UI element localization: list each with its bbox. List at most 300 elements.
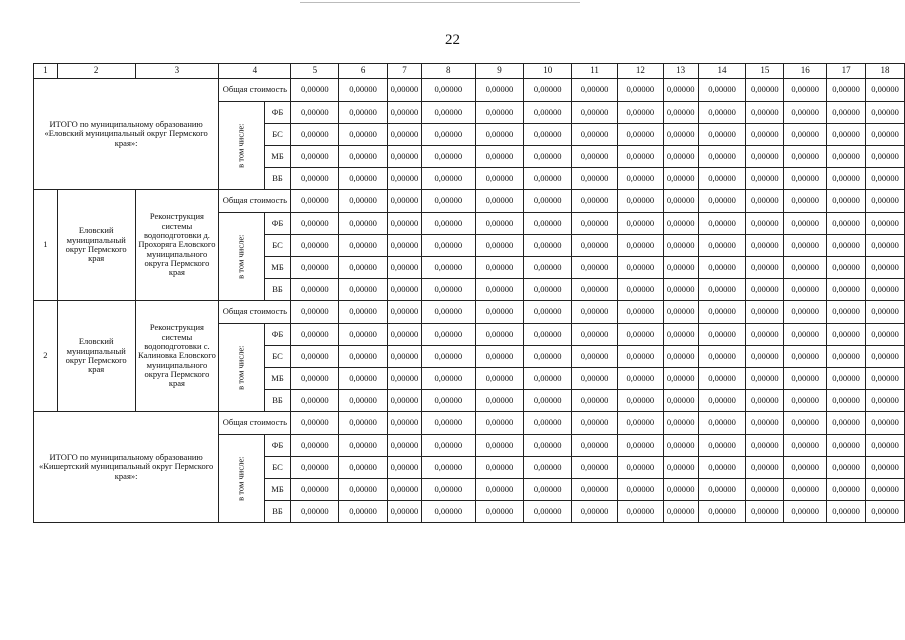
value-cell: 0,00000 xyxy=(524,213,572,235)
value-cell: 0,00000 xyxy=(475,435,524,457)
value-cell: 0,00000 xyxy=(663,457,698,479)
value-cell: 0,00000 xyxy=(291,190,339,213)
value-cell: 0,00000 xyxy=(663,102,698,124)
value-cell: 0,00000 xyxy=(339,235,388,257)
value-cell: 0,00000 xyxy=(698,213,746,235)
value-cell: 0,00000 xyxy=(421,435,475,457)
including-cell xyxy=(219,102,264,190)
value-cell: 0,00000 xyxy=(421,412,475,435)
value-cell: 0,00000 xyxy=(827,435,866,457)
value-cell: 0,00000 xyxy=(291,213,339,235)
total-cost-label: Общая стоимость xyxy=(219,412,291,435)
value-cell: 0,00000 xyxy=(339,279,388,301)
top-rule xyxy=(300,2,580,3)
value-cell: 0,00000 xyxy=(698,412,746,435)
value-cell: 0,00000 xyxy=(339,368,388,390)
value-cell: 0,00000 xyxy=(746,190,784,213)
value-cell: 0,00000 xyxy=(572,390,618,412)
value-cell: 0,00000 xyxy=(291,279,339,301)
value-cell: 0,00000 xyxy=(421,102,475,124)
value-cell: 0,00000 xyxy=(387,213,421,235)
value-cell: 0,00000 xyxy=(475,457,524,479)
funding-source: ВБ xyxy=(264,168,291,190)
value-cell: 0,00000 xyxy=(291,168,339,190)
value-cell: 0,00000 xyxy=(524,324,572,346)
value-cell: 0,00000 xyxy=(339,102,388,124)
value-cell: 0,00000 xyxy=(339,257,388,279)
value-cell: 0,00000 xyxy=(421,368,475,390)
value-cell: 0,00000 xyxy=(475,501,524,523)
value-cell: 0,00000 xyxy=(746,368,784,390)
value-cell: 0,00000 xyxy=(784,102,827,124)
value-cell: 0,00000 xyxy=(617,279,663,301)
value-cell: 0,00000 xyxy=(572,213,618,235)
value-cell: 0,00000 xyxy=(387,390,421,412)
value-cell: 0,00000 xyxy=(746,435,784,457)
value-cell: 0,00000 xyxy=(698,168,746,190)
value-cell: 0,00000 xyxy=(475,124,524,146)
value-cell: 0,00000 xyxy=(617,190,663,213)
value-cell: 0,00000 xyxy=(475,146,524,168)
value-cell: 0,00000 xyxy=(698,501,746,523)
value-cell: 0,00000 xyxy=(746,412,784,435)
value-cell: 0,00000 xyxy=(291,257,339,279)
value-cell: 0,00000 xyxy=(524,235,572,257)
value-cell: 0,00000 xyxy=(698,435,746,457)
value-cell: 0,00000 xyxy=(339,324,388,346)
value-cell: 0,00000 xyxy=(421,479,475,501)
value-cell: 0,00000 xyxy=(827,324,866,346)
value-cell: 0,00000 xyxy=(663,368,698,390)
value-cell: 0,00000 xyxy=(387,324,421,346)
value-cell: 0,00000 xyxy=(617,168,663,190)
col-header: 5 xyxy=(291,64,339,79)
value-cell: 0,00000 xyxy=(827,235,866,257)
value-cell: 0,00000 xyxy=(387,435,421,457)
value-cell: 0,00000 xyxy=(866,102,905,124)
value-cell: 0,00000 xyxy=(617,346,663,368)
page-number: 22 xyxy=(445,32,460,48)
col-header: 2 xyxy=(57,64,135,79)
value-cell: 0,00000 xyxy=(387,368,421,390)
value-cell: 0,00000 xyxy=(746,457,784,479)
value-cell: 0,00000 xyxy=(387,235,421,257)
col-header: 16 xyxy=(784,64,827,79)
table-row xyxy=(34,79,905,102)
value-cell: 0,00000 xyxy=(866,124,905,146)
value-cell: 0,00000 xyxy=(784,190,827,213)
value-cell: 0,00000 xyxy=(291,412,339,435)
value-cell: 0,00000 xyxy=(421,346,475,368)
value-cell: 0,00000 xyxy=(663,279,698,301)
value-cell: 0,00000 xyxy=(572,435,618,457)
funding-source: ФБ xyxy=(264,213,291,235)
value-cell: 0,00000 xyxy=(421,301,475,324)
value-cell: 0,00000 xyxy=(746,479,784,501)
value-cell: 0,00000 xyxy=(784,124,827,146)
value-cell: 0,00000 xyxy=(663,146,698,168)
value-cell: 0,00000 xyxy=(827,168,866,190)
funding-source: ФБ xyxy=(264,324,291,346)
value-cell: 0,00000 xyxy=(291,146,339,168)
value-cell: 0,00000 xyxy=(421,501,475,523)
value-cell: 0,00000 xyxy=(572,457,618,479)
funding-source: МБ xyxy=(264,368,291,390)
header-row xyxy=(34,64,905,79)
funding-source: МБ xyxy=(264,146,291,168)
value-cell: 0,00000 xyxy=(339,479,388,501)
value-cell: 0,00000 xyxy=(698,124,746,146)
value-cell: 0,00000 xyxy=(827,190,866,213)
value-cell: 0,00000 xyxy=(524,457,572,479)
value-cell: 0,00000 xyxy=(291,457,339,479)
col-header: 7 xyxy=(387,64,421,79)
budget-table xyxy=(33,63,905,523)
col-header: 14 xyxy=(698,64,746,79)
funding-source: МБ xyxy=(264,257,291,279)
value-cell: 0,00000 xyxy=(866,190,905,213)
col-header: 13 xyxy=(663,64,698,79)
including-label: в том числе: xyxy=(235,123,246,168)
value-cell: 0,00000 xyxy=(572,79,618,102)
value-cell: 0,00000 xyxy=(387,301,421,324)
value-cell: 0,00000 xyxy=(572,346,618,368)
value-cell: 0,00000 xyxy=(387,168,421,190)
value-cell: 0,00000 xyxy=(866,390,905,412)
value-cell: 0,00000 xyxy=(421,79,475,102)
col-header: 17 xyxy=(827,64,866,79)
value-cell: 0,00000 xyxy=(784,479,827,501)
value-cell: 0,00000 xyxy=(698,79,746,102)
value-cell: 0,00000 xyxy=(663,124,698,146)
value-cell: 0,00000 xyxy=(663,346,698,368)
value-cell: 0,00000 xyxy=(698,102,746,124)
value-cell: 0,00000 xyxy=(572,124,618,146)
value-cell: 0,00000 xyxy=(339,435,388,457)
value-cell: 0,00000 xyxy=(475,324,524,346)
including-cell xyxy=(219,324,264,412)
value-cell: 0,00000 xyxy=(698,479,746,501)
col-header: 10 xyxy=(524,64,572,79)
value-cell: 0,00000 xyxy=(617,501,663,523)
value-cell: 0,00000 xyxy=(663,501,698,523)
value-cell: 0,00000 xyxy=(339,124,388,146)
value-cell: 0,00000 xyxy=(524,257,572,279)
value-cell: 0,00000 xyxy=(746,301,784,324)
value-cell: 0,00000 xyxy=(475,235,524,257)
value-cell: 0,00000 xyxy=(421,390,475,412)
value-cell: 0,00000 xyxy=(663,324,698,346)
value-cell: 0,00000 xyxy=(475,257,524,279)
value-cell: 0,00000 xyxy=(698,190,746,213)
object-name: Реконструкция системы водоподготовки с. Калиновка Еловского муниципального округа Пермского края xyxy=(135,301,219,412)
value-cell: 0,00000 xyxy=(617,324,663,346)
value-cell: 0,00000 xyxy=(475,190,524,213)
value-cell: 0,00000 xyxy=(339,146,388,168)
row-number: 2 xyxy=(34,301,58,412)
value-cell: 0,00000 xyxy=(866,257,905,279)
table-row xyxy=(34,412,905,435)
value-cell: 0,00000 xyxy=(475,102,524,124)
value-cell: 0,00000 xyxy=(827,146,866,168)
value-cell: 0,00000 xyxy=(784,279,827,301)
value-cell: 0,00000 xyxy=(339,412,388,435)
value-cell: 0,00000 xyxy=(827,479,866,501)
value-cell: 0,00000 xyxy=(572,146,618,168)
value-cell: 0,00000 xyxy=(421,324,475,346)
col-header: 6 xyxy=(339,64,388,79)
value-cell: 0,00000 xyxy=(746,102,784,124)
value-cell: 0,00000 xyxy=(784,213,827,235)
table-body xyxy=(34,64,905,523)
value-cell: 0,00000 xyxy=(784,324,827,346)
value-cell: 0,00000 xyxy=(475,368,524,390)
value-cell: 0,00000 xyxy=(827,124,866,146)
value-cell: 0,00000 xyxy=(475,479,524,501)
value-cell: 0,00000 xyxy=(524,346,572,368)
value-cell: 0,00000 xyxy=(291,501,339,523)
value-cell: 0,00000 xyxy=(339,190,388,213)
value-cell: 0,00000 xyxy=(387,479,421,501)
value-cell: 0,00000 xyxy=(746,213,784,235)
value-cell: 0,00000 xyxy=(784,390,827,412)
value-cell: 0,00000 xyxy=(617,412,663,435)
value-cell: 0,00000 xyxy=(784,257,827,279)
value-cell: 0,00000 xyxy=(524,390,572,412)
value-cell: 0,00000 xyxy=(827,257,866,279)
value-cell: 0,00000 xyxy=(421,257,475,279)
value-cell: 0,00000 xyxy=(475,412,524,435)
value-cell: 0,00000 xyxy=(617,124,663,146)
value-cell: 0,00000 xyxy=(387,146,421,168)
value-cell: 0,00000 xyxy=(617,146,663,168)
value-cell: 0,00000 xyxy=(784,368,827,390)
value-cell: 0,00000 xyxy=(291,124,339,146)
funding-source: ВБ xyxy=(264,390,291,412)
value-cell: 0,00000 xyxy=(866,146,905,168)
value-cell: 0,00000 xyxy=(387,279,421,301)
value-cell: 0,00000 xyxy=(746,324,784,346)
value-cell: 0,00000 xyxy=(698,257,746,279)
value-cell: 0,00000 xyxy=(617,213,663,235)
value-cell: 0,00000 xyxy=(572,102,618,124)
value-cell: 0,00000 xyxy=(387,102,421,124)
value-cell: 0,00000 xyxy=(387,346,421,368)
value-cell: 0,00000 xyxy=(291,479,339,501)
value-cell: 0,00000 xyxy=(784,146,827,168)
total-cost-label: Общая стоимость xyxy=(219,301,291,324)
value-cell: 0,00000 xyxy=(524,368,572,390)
value-cell: 0,00000 xyxy=(617,102,663,124)
value-cell: 0,00000 xyxy=(524,168,572,190)
value-cell: 0,00000 xyxy=(866,435,905,457)
total-label: ИТОГО по муниципальному образованию «Кишертский муниципальный округ Пермского края»: xyxy=(34,412,219,523)
value-cell: 0,00000 xyxy=(617,479,663,501)
value-cell: 0,00000 xyxy=(387,501,421,523)
value-cell: 0,00000 xyxy=(698,346,746,368)
value-cell: 0,00000 xyxy=(617,301,663,324)
funding-source: ВБ xyxy=(264,501,291,523)
value-cell: 0,00000 xyxy=(698,146,746,168)
value-cell: 0,00000 xyxy=(827,213,866,235)
value-cell: 0,00000 xyxy=(663,190,698,213)
value-cell: 0,00000 xyxy=(827,501,866,523)
value-cell: 0,00000 xyxy=(698,324,746,346)
value-cell: 0,00000 xyxy=(572,235,618,257)
value-cell: 0,00000 xyxy=(827,412,866,435)
municipality-name: Еловский муниципальный округ Пермского края xyxy=(57,301,135,412)
value-cell: 0,00000 xyxy=(827,279,866,301)
value-cell: 0,00000 xyxy=(698,235,746,257)
value-cell: 0,00000 xyxy=(784,235,827,257)
value-cell: 0,00000 xyxy=(698,368,746,390)
row-number: 1 xyxy=(34,190,58,301)
value-cell: 0,00000 xyxy=(339,390,388,412)
total-cost-label: Общая стоимость xyxy=(219,190,291,213)
value-cell: 0,00000 xyxy=(421,213,475,235)
value-cell: 0,00000 xyxy=(339,168,388,190)
including-label: в том числе: xyxy=(235,234,246,279)
funding-source: БС xyxy=(264,235,291,257)
value-cell: 0,00000 xyxy=(617,457,663,479)
value-cell: 0,00000 xyxy=(866,346,905,368)
including-label: в том числе: xyxy=(235,345,246,390)
value-cell: 0,00000 xyxy=(572,501,618,523)
value-cell: 0,00000 xyxy=(663,79,698,102)
value-cell: 0,00000 xyxy=(387,124,421,146)
table-row xyxy=(34,301,905,324)
value-cell: 0,00000 xyxy=(617,79,663,102)
value-cell: 0,00000 xyxy=(617,235,663,257)
value-cell: 0,00000 xyxy=(827,457,866,479)
value-cell: 0,00000 xyxy=(291,390,339,412)
value-cell: 0,00000 xyxy=(475,213,524,235)
value-cell: 0,00000 xyxy=(866,168,905,190)
value-cell: 0,00000 xyxy=(746,79,784,102)
col-header: 11 xyxy=(572,64,618,79)
value-cell: 0,00000 xyxy=(617,390,663,412)
value-cell: 0,00000 xyxy=(572,190,618,213)
value-cell: 0,00000 xyxy=(617,257,663,279)
value-cell: 0,00000 xyxy=(866,235,905,257)
value-cell: 0,00000 xyxy=(663,257,698,279)
value-cell: 0,00000 xyxy=(746,279,784,301)
col-header: 4 xyxy=(219,64,291,79)
value-cell: 0,00000 xyxy=(387,457,421,479)
value-cell: 0,00000 xyxy=(524,190,572,213)
value-cell: 0,00000 xyxy=(572,301,618,324)
value-cell: 0,00000 xyxy=(827,346,866,368)
funding-source: БС xyxy=(264,124,291,146)
value-cell: 0,00000 xyxy=(421,457,475,479)
value-cell: 0,00000 xyxy=(387,190,421,213)
including-cell xyxy=(219,213,264,301)
value-cell: 0,00000 xyxy=(784,501,827,523)
value-cell: 0,00000 xyxy=(475,279,524,301)
value-cell: 0,00000 xyxy=(698,279,746,301)
value-cell: 0,00000 xyxy=(866,301,905,324)
value-cell: 0,00000 xyxy=(572,479,618,501)
value-cell: 0,00000 xyxy=(784,435,827,457)
table-row xyxy=(34,190,905,213)
col-header: 1 xyxy=(34,64,58,79)
value-cell: 0,00000 xyxy=(663,213,698,235)
value-cell: 0,00000 xyxy=(291,435,339,457)
value-cell: 0,00000 xyxy=(291,324,339,346)
value-cell: 0,00000 xyxy=(524,146,572,168)
value-cell: 0,00000 xyxy=(339,457,388,479)
value-cell: 0,00000 xyxy=(784,346,827,368)
value-cell: 0,00000 xyxy=(475,390,524,412)
value-cell: 0,00000 xyxy=(827,102,866,124)
value-cell: 0,00000 xyxy=(524,412,572,435)
value-cell: 0,00000 xyxy=(663,479,698,501)
value-cell: 0,00000 xyxy=(617,368,663,390)
value-cell: 0,00000 xyxy=(866,279,905,301)
value-cell: 0,00000 xyxy=(572,412,618,435)
funding-source: БС xyxy=(264,457,291,479)
value-cell: 0,00000 xyxy=(784,457,827,479)
including-label: в том числе: xyxy=(235,456,246,501)
including-cell xyxy=(219,435,264,523)
value-cell: 0,00000 xyxy=(866,479,905,501)
value-cell: 0,00000 xyxy=(663,235,698,257)
value-cell: 0,00000 xyxy=(698,390,746,412)
value-cell: 0,00000 xyxy=(866,79,905,102)
value-cell: 0,00000 xyxy=(698,301,746,324)
value-cell: 0,00000 xyxy=(746,168,784,190)
value-cell: 0,00000 xyxy=(746,257,784,279)
value-cell: 0,00000 xyxy=(784,412,827,435)
value-cell: 0,00000 xyxy=(827,390,866,412)
total-cost-label: Общая стоимость xyxy=(219,79,291,102)
funding-source: ФБ xyxy=(264,435,291,457)
col-header: 18 xyxy=(866,64,905,79)
funding-source: БС xyxy=(264,346,291,368)
value-cell: 0,00000 xyxy=(572,368,618,390)
col-header: 9 xyxy=(475,64,524,79)
value-cell: 0,00000 xyxy=(421,235,475,257)
value-cell: 0,00000 xyxy=(866,501,905,523)
value-cell: 0,00000 xyxy=(663,168,698,190)
col-header: 12 xyxy=(617,64,663,79)
value-cell: 0,00000 xyxy=(524,102,572,124)
value-cell: 0,00000 xyxy=(663,301,698,324)
value-cell: 0,00000 xyxy=(291,346,339,368)
value-cell: 0,00000 xyxy=(339,213,388,235)
value-cell: 0,00000 xyxy=(339,301,388,324)
value-cell: 0,00000 xyxy=(698,457,746,479)
value-cell: 0,00000 xyxy=(866,213,905,235)
value-cell: 0,00000 xyxy=(827,79,866,102)
value-cell: 0,00000 xyxy=(421,190,475,213)
value-cell: 0,00000 xyxy=(291,301,339,324)
value-cell: 0,00000 xyxy=(827,368,866,390)
value-cell: 0,00000 xyxy=(663,435,698,457)
funding-source: ФБ xyxy=(264,102,291,124)
value-cell: 0,00000 xyxy=(339,346,388,368)
col-header: 3 xyxy=(135,64,219,79)
value-cell: 0,00000 xyxy=(866,324,905,346)
col-header: 8 xyxy=(421,64,475,79)
value-cell: 0,00000 xyxy=(827,301,866,324)
value-cell: 0,00000 xyxy=(746,390,784,412)
value-cell: 0,00000 xyxy=(339,501,388,523)
value-cell: 0,00000 xyxy=(784,79,827,102)
object-name: Реконструкция системы водоподготовки д. Прохоряга Еловского муниципального округа Пермского края xyxy=(135,190,219,301)
value-cell: 0,00000 xyxy=(524,79,572,102)
value-cell: 0,00000 xyxy=(339,79,388,102)
